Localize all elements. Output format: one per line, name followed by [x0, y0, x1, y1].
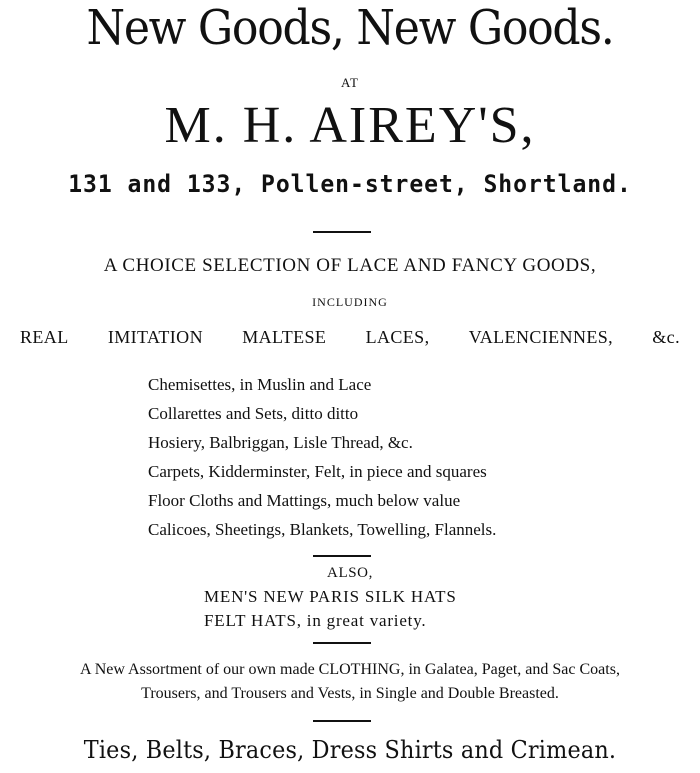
goods-list [148, 373, 668, 547]
lace-type: IMITATION [107, 327, 203, 347]
hats-line: MEN'S NEW PARIS SILK HATS [204, 587, 457, 606]
divider-rule [313, 231, 371, 233]
including-label: INCLUDING [312, 295, 388, 309]
lace-type: REAL [20, 327, 69, 347]
headline: New Goods, New Goods. [86, 0, 614, 56]
divider-rule [313, 642, 371, 644]
clothing-line: Trousers, and Trousers and Vests, in Single and Double Breasted. [141, 685, 559, 702]
list-item: Floor Cloths and Mattings, much below value [148, 491, 461, 510]
lace-type: VALENCIENNES, [468, 327, 614, 347]
divider-rule [313, 720, 371, 722]
lace-type: LACES, [365, 327, 430, 347]
list-item: Hosiery, Balbriggan, Lisle Thread, &c. [148, 433, 413, 452]
at-label: AT [341, 75, 359, 90]
lace-type: MALTESE [242, 327, 327, 347]
also-label: ALSO, [327, 565, 373, 581]
list-item: Calicoes, Sheetings, Blankets, Towelling, Flannels. [148, 520, 497, 539]
shop-name: M. H. AIREY'S, [164, 97, 536, 154]
lace-types-row [20, 328, 680, 346]
shop-address: 131 and 133, Pollen-street, Shortland. [68, 170, 632, 198]
list-item: Chemisettes, in Muslin and Lace [148, 375, 372, 394]
divider-rule [313, 555, 371, 557]
list-item: Carpets, Kidderminster, Felt, in piece and squares [148, 462, 487, 481]
clothing-line: A New Assortment of our own made CLOTHING, in Galatea, Paget, and Sac Coats, [80, 661, 620, 678]
choice-heading: A CHOICE SELECTION OF LACE AND FANCY GOODS, [103, 255, 597, 276]
list-item: Collarettes and Sets, ditto ditto [148, 404, 359, 423]
hats-line: FELT HATS, in great variety. [204, 611, 427, 630]
lace-type: &c. [652, 327, 680, 347]
footer-line: Ties, Belts, Braces, Dress Shirts and Crimean. [83, 736, 617, 764]
